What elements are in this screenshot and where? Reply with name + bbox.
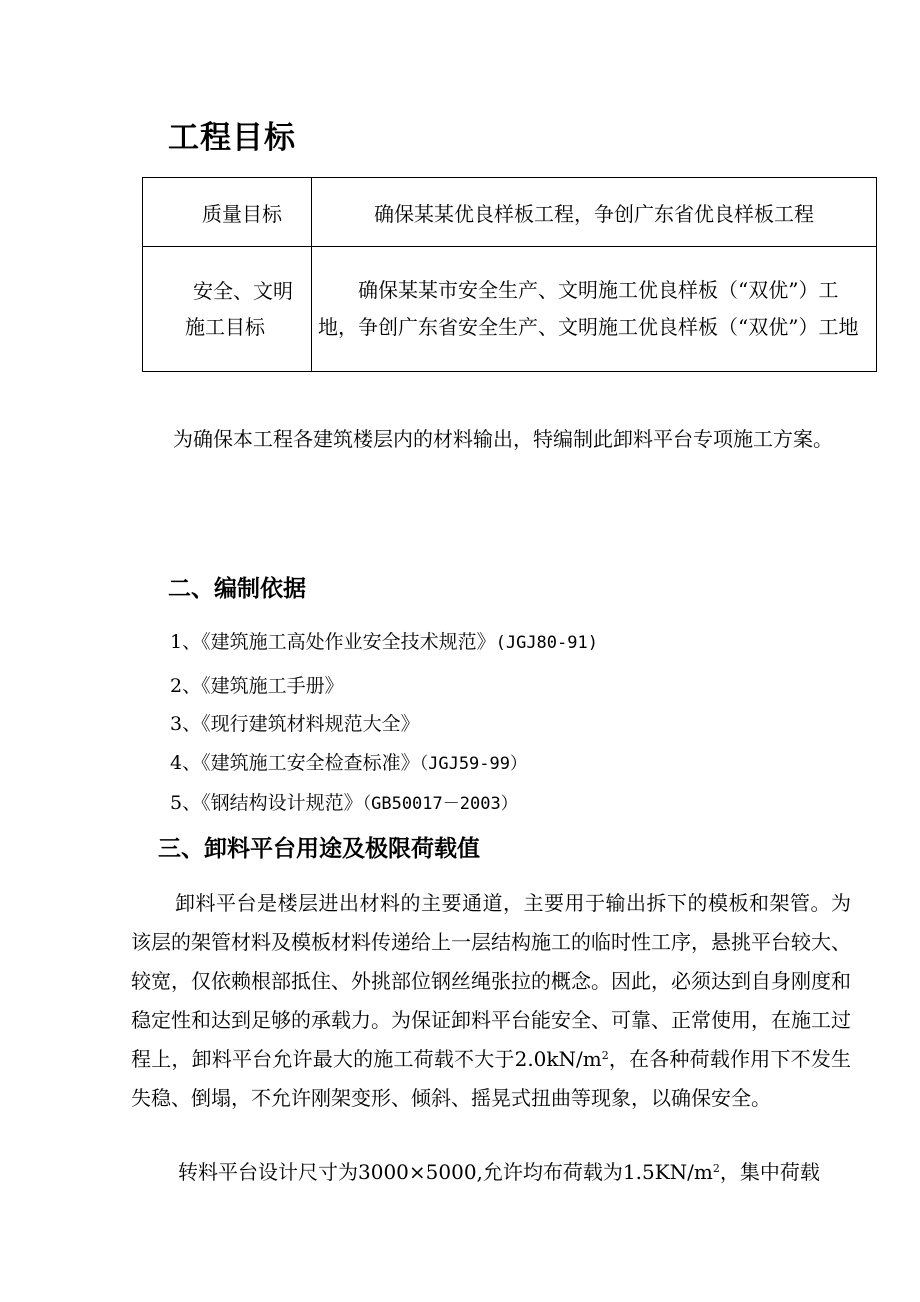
section3-heading: 三、卸料平台用途及极限荷载值 <box>158 836 480 862</box>
table-row <box>143 178 877 247</box>
list-item: 5、《钢结构设计规范》（GB50017－2003） <box>170 792 518 814</box>
list-item: 2、《建筑施工手册》 <box>170 675 344 697</box>
section3-paragraph-2: 转料平台设计尺寸为3000×5000,允许均布荷载为$1.5KN/m^2$，集中荷载 <box>178 1160 820 1184</box>
list-item: 3、《现行建筑材料规范大全》 <box>170 713 420 735</box>
intro-paragraph: 为确保本工程各建筑楼层内的材料输出，特编制此卸料平台专项施工方案。 <box>173 427 833 451</box>
section2-heading: 二、编制依据 <box>168 576 306 602</box>
list-item: 1、《建筑施工高处作业安全技术规范》(JGJ80-91) <box>170 631 598 653</box>
goal-label-safety: 安全、文明 施工目标 <box>143 247 312 372</box>
section3-paragraph-1: 卸料平台是楼层进出材料的主要通道，主要用于输出拆下的模板和架管。为该层的架管材料及模板材料传递给上一层结构施工的临时性工序，悬挑平台较大、较宽，仅依赖根部抵住、外挑部位钢丝绳张拉的概念。因此，必须达到自身刚度和稳定性和达到足够的承载力。为保证卸料平台能安全、可靠、正常使用，在施工过程上，卸料平台允许最大的施工荷载不大于$2.0kN/m^2$，在各种荷载作用下不发生失稳、倒塌，不允许刚架变形、倾斜、摇晃式扭曲等现象，以确保安全。 <box>131 891 852 1110</box>
page-title: 工程目标 <box>168 120 296 156</box>
table-row <box>143 247 877 372</box>
goals-table <box>142 177 877 372</box>
goal-label-quality: 质量目标 <box>143 178 312 247</box>
goal-value-safety: 确保某某市安全生产、文明施工优良样板（“双优”）工地，争创广东省安全生产、文明施工优良样板（“双优”）工地 <box>312 247 877 372</box>
list-item: 4、《建筑施工安全检查标准》（JGJ59-99） <box>170 752 527 774</box>
goal-value-quality: 确保某某优良样板工程，争创广东省优良样板工程 <box>312 178 877 247</box>
